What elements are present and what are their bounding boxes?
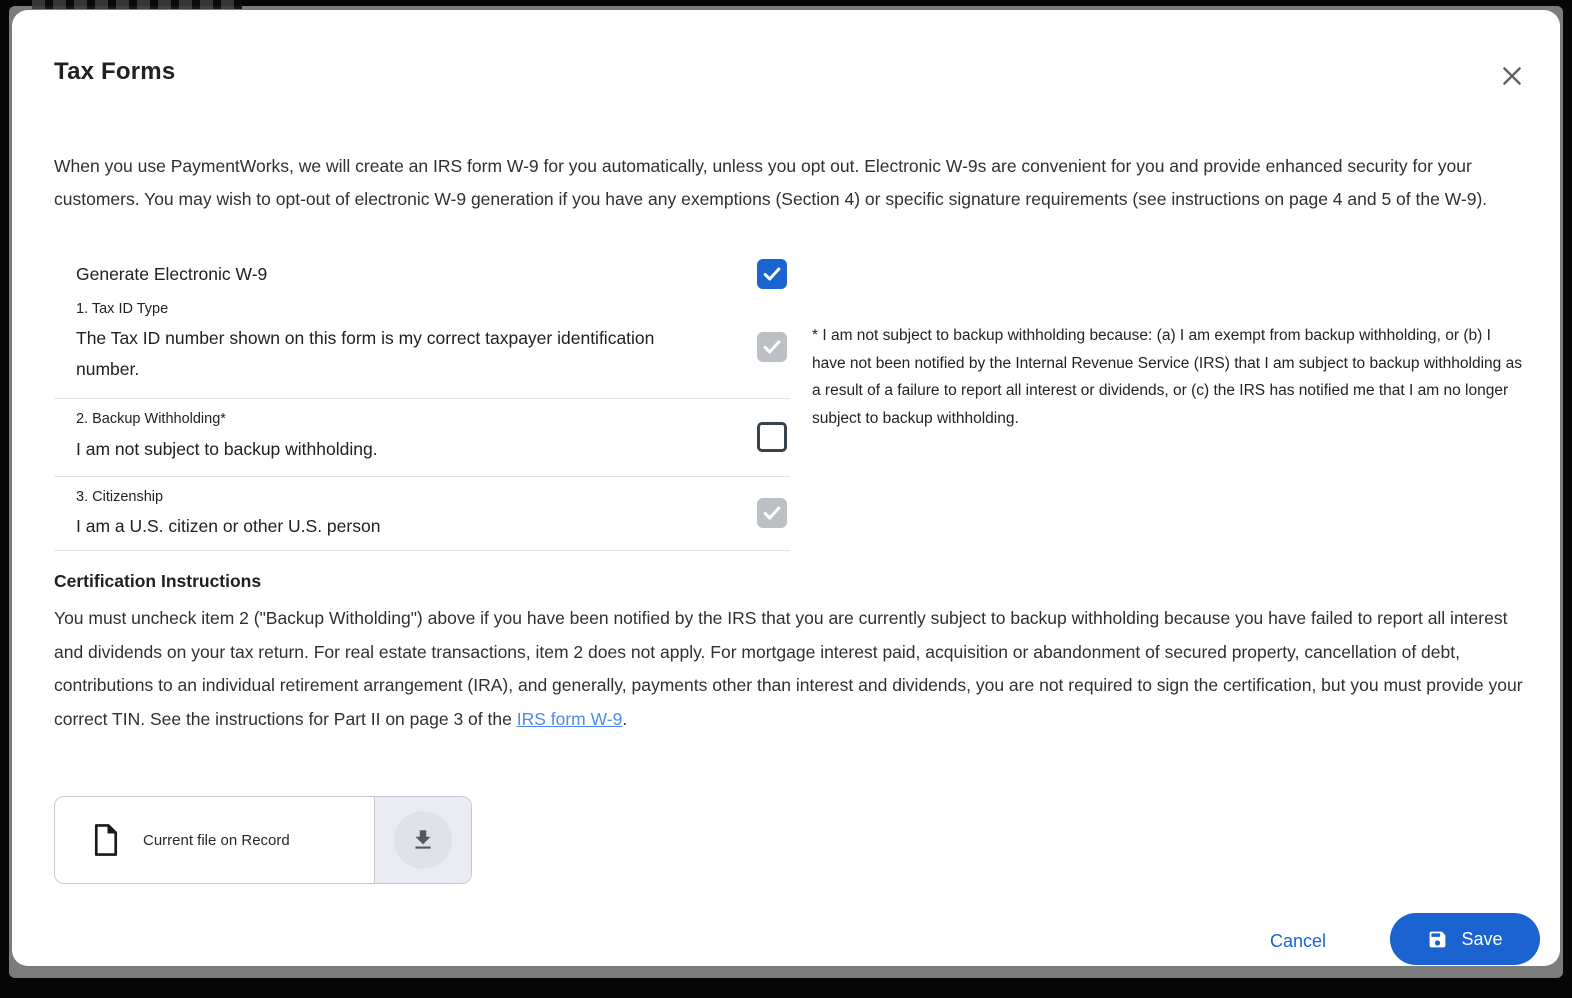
file-download-section: [374, 797, 471, 883]
generate-w9-row: [54, 256, 790, 294]
background-obscured-text: [32, 0, 242, 9]
download-button[interactable]: [394, 811, 452, 869]
dialog-title: Tax Forms: [54, 58, 176, 85]
document-icon: [91, 823, 121, 857]
item1-text: The Tax ID number shown on this form is my correct taxpayer identification number.: [76, 328, 655, 379]
close-icon: [1499, 63, 1525, 89]
intro-text: When you use PaymentWorks, we will create an IRS form W-9 for you automatically, unless you opt out. Electronic W-9s are convenient for you and provide enhanced security for your customers. You may wish to opt-out of electronic W-9 generation if you have any exemptions (Section 4) or specific signature requirements (see instructions on page 4 and 5 of the W-9).: [54, 156, 1488, 209]
backup-withholding-note: * I am not subject to backup withholding because: (a) I am exempt from backup withholding, or (b) I have not been notified by the Internal Revenue Service (IRS) that I am subject to backup withholding as a result of a failure to report all interest or dividends, or (c) the IRS has notified me that I am no longer subject to backup withholding.: [812, 327, 1522, 427]
item2-text: I am not subject to backup withholding.: [76, 439, 378, 459]
item1-label: 1. Tax ID Type: [76, 301, 169, 317]
item1-checkbox: [757, 332, 787, 362]
save-button[interactable]: [1390, 913, 1540, 965]
current-file-label: Current file on Record: [143, 831, 290, 849]
item2-checkbox[interactable]: [757, 422, 787, 452]
divider: [54, 398, 790, 399]
item3-checkbox: [757, 498, 787, 528]
tax-forms-dialog: [12, 10, 1560, 966]
item3-label: 3. Citizenship: [76, 489, 164, 505]
cancel-button[interactable]: Cancel: [1262, 923, 1334, 959]
item2-label: 2. Backup Withholding*: [76, 411, 226, 427]
generate-w9-label: Generate Electronic W-9: [76, 264, 268, 284]
divider: [54, 550, 790, 551]
save-button-label: Save: [1461, 928, 1503, 949]
certification-heading: Certification Instructions: [54, 571, 262, 591]
certification-text-after-link: .: [622, 708, 628, 729]
certification-text-before-link: You must uncheck item 2 ("Backup Witholding") above if you have been notified by the IRS that you are currently subject to backup withholding because you have failed to report all interest and dividends on your tax return. For real estate transactions, item 2 does not apply. For mortgage interest paid, acquisition or abandonment of secured property, cancellation of debt, contributions to an individual retirement arrangement (IRA), and generally, payments other than interest and dividends, you are not required to sign the certification, but you must provide your correct TIN. See the instructions for Part II on page 3 of the: [54, 608, 1523, 729]
close-button[interactable]: [1494, 58, 1530, 94]
current-file-chip: [54, 796, 472, 884]
divider: [54, 476, 790, 477]
generate-w9-checkbox[interactable]: [757, 259, 787, 289]
item3-text: I am a U.S. citizen or other U.S. person: [76, 516, 381, 536]
certification-body: [54, 602, 1536, 736]
save-icon: [1427, 929, 1448, 950]
current-file-info: [55, 797, 374, 883]
irs-form-w9-link[interactable]: IRS form W-9: [516, 708, 623, 729]
download-icon: [410, 827, 436, 853]
